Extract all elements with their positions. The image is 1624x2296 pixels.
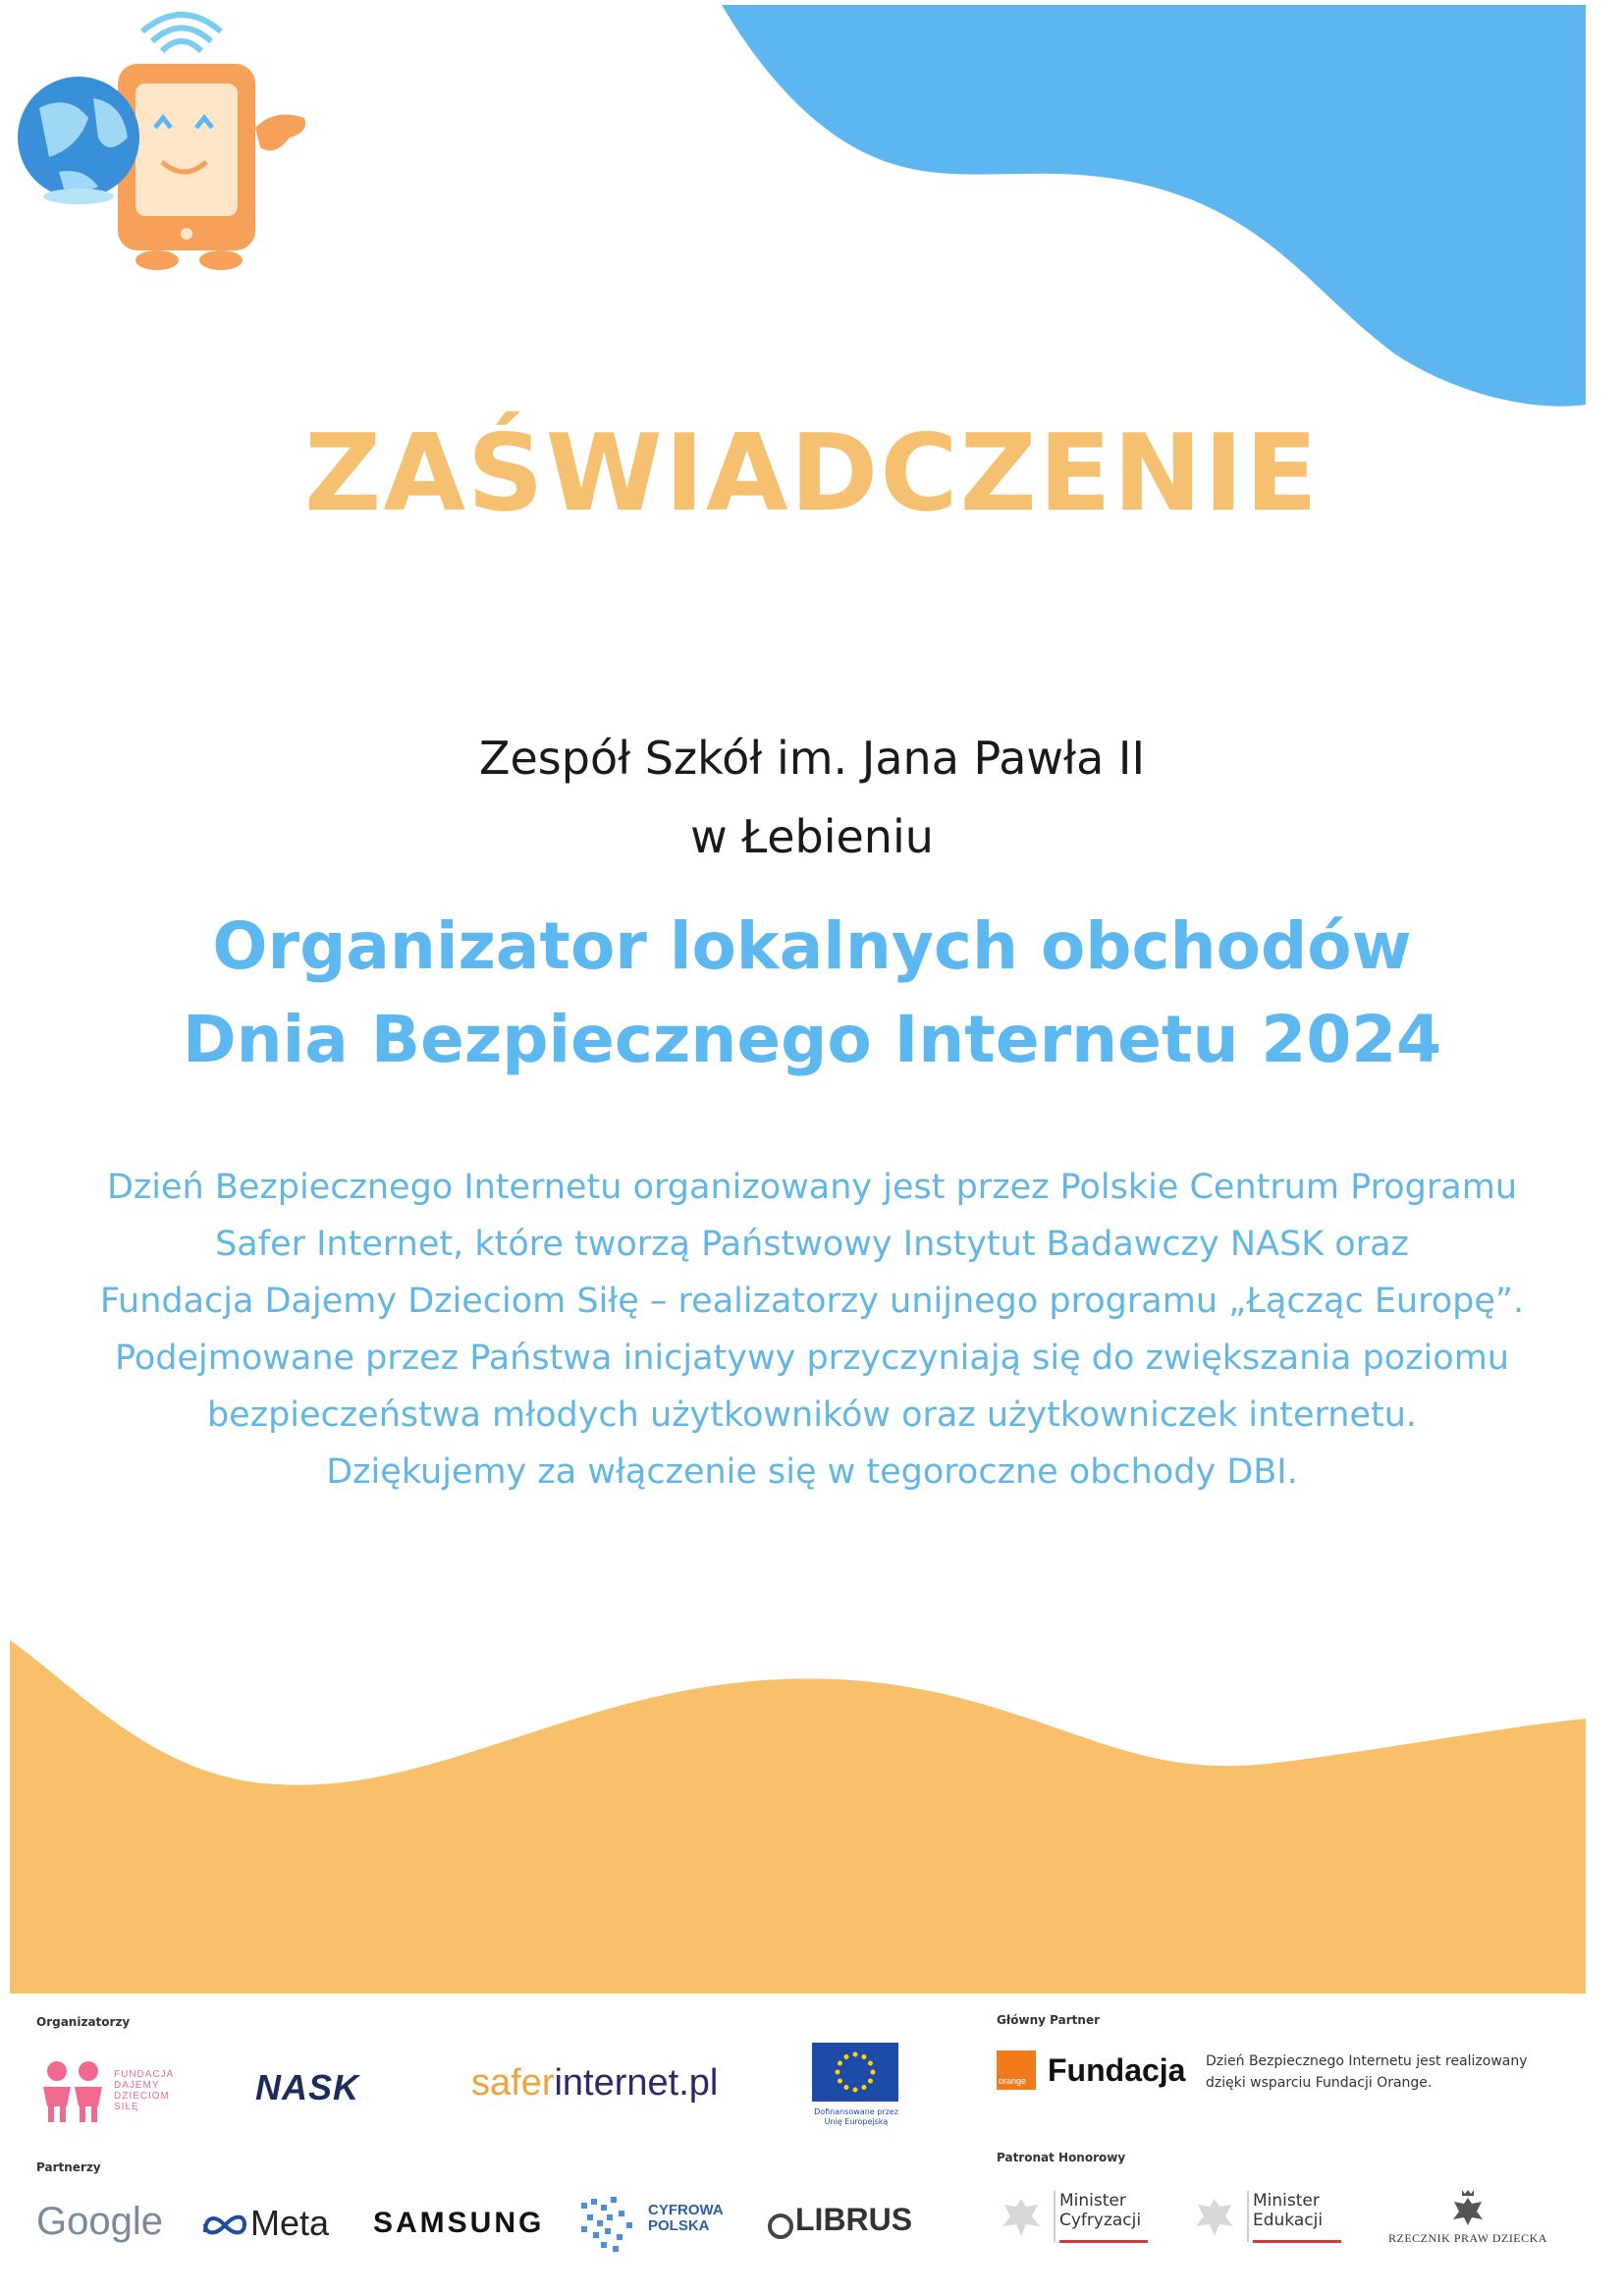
- rpd-text: RZECZNIK PRAW DZIECKA: [1388, 2231, 1547, 2245]
- saferinternet-logo-part: safer: [471, 2062, 555, 2104]
- eu-caption-line: Unię Europejską: [824, 2117, 889, 2126]
- fdds-text-line: SIŁĘ: [114, 2102, 139, 2112]
- headline-line1: Organizator lokalnych obchodów: [212, 908, 1412, 984]
- minister-edukacji-logo: [1190, 2185, 1357, 2254]
- honorary-patronage-label: Patronat Honorowy: [997, 2151, 1126, 2164]
- certificate-title: ZAŚWIADCZENIE: [304, 412, 1320, 535]
- body-line: Dziękujemy za włączenie się w tegoroczne obchody DBI.: [326, 1452, 1298, 1492]
- body-line: Podejmowane przez Państwa inicjatywy przyczyniają się do zwiększania poziomu: [115, 1339, 1509, 1378]
- minister-title-line: Edukacji: [1253, 2211, 1324, 2230]
- orange-logo-square: [997, 2050, 1036, 2090]
- cyfrowa-text-line: POLSKA: [648, 2217, 710, 2234]
- divider: [1054, 2191, 1056, 2242]
- fdds-text-line: FUNDACJA: [114, 2069, 175, 2080]
- eu-flag-icon: [812, 2043, 898, 2102]
- eagle-emblem-icon: [997, 2193, 1046, 2242]
- librus-text: LIBRUS: [795, 2202, 913, 2237]
- minister-cyfryzacji-logo: [997, 2185, 1164, 2254]
- red-underline: [1253, 2240, 1341, 2243]
- nask-logo: NASK: [255, 2067, 360, 2107]
- headline-line2: Dnia Bezpiecznego Internetu 2024: [182, 1002, 1442, 1077]
- body-line: Safer Internet, które tworzą Państwowy Instytut Badawczy NASK oraz: [215, 1225, 1409, 1264]
- fdds-logo: [37, 2057, 194, 2126]
- eu-caption-line: Dofinansowane przez: [814, 2107, 898, 2116]
- librus-circle-icon: [766, 2212, 795, 2241]
- body-paragraph: [59, 1159, 1565, 1501]
- organizers-label: Organizatorzy: [36, 2015, 131, 2029]
- body-line: bezpieczeństwa młodych użytkowników oraz użytkowniczek internetu.: [206, 1395, 1418, 1435]
- samsung-logo: SAMSUNG: [373, 2207, 545, 2239]
- meta-infinity-icon: [201, 2211, 248, 2240]
- cyfrowa-text-line: CYFROWA: [648, 2202, 724, 2218]
- divider: [1247, 2191, 1249, 2242]
- cyfrowa-polska-logo: [577, 2195, 734, 2259]
- fdds-text-line: DZIECIOM: [114, 2091, 170, 2102]
- mascot-tablet-icon: [10, 10, 314, 285]
- school-name-line1: Zespół Szkół im. Jana Pawła II: [478, 732, 1146, 785]
- orange-description-line: dzięki wsparciu Fundacji Orange.: [1206, 2075, 1433, 2091]
- rzecznik-praw-dziecka-logo: [1370, 2188, 1566, 2257]
- fdds-text-line: DAJEMY: [114, 2080, 160, 2091]
- minister-title-line: Cyfryzacji: [1059, 2211, 1142, 2230]
- eagle-emblem-icon: [1190, 2193, 1239, 2242]
- crowned-eagle-icon: [1450, 2188, 1486, 2227]
- children-icon: [37, 2057, 111, 2126]
- fundacja-logo: Fundacja: [1048, 2052, 1186, 2088]
- school-name-line2: w Łebieniu: [690, 810, 934, 863]
- body-line: Dzień Bezpiecznego Internetu organizowany jest przez Polskie Centrum Programu: [106, 1168, 1518, 1207]
- partners-label: Partnerzy: [36, 2160, 101, 2174]
- body-line: Fundacja Dajemy Dzieciom Siłę – realizatorzy unijnego programu „Łącząc Europę”.: [99, 1282, 1525, 1321]
- bottom-orange-wave: [0, 1630, 1624, 2003]
- meta-text: Meta: [250, 2203, 330, 2243]
- saferinternet-logo: [471, 2062, 718, 2105]
- saferinternet-logo-part: internet.pl: [554, 2062, 719, 2104]
- orange-description-line: Dzień Bezpiecznego Internetu jest realizowany: [1206, 2053, 1528, 2069]
- pixel-cluster-icon: [577, 2195, 646, 2256]
- orange-tag: orange: [999, 2076, 1027, 2086]
- minister-title-line: Minister: [1253, 2191, 1320, 2211]
- main-partner-label: Główny Partner: [997, 2013, 1100, 2027]
- eu-logo: [797, 2043, 915, 2136]
- minister-title-line: Minister: [1059, 2191, 1126, 2211]
- red-underline: [1059, 2240, 1148, 2243]
- google-logo: Google: [36, 2200, 163, 2243]
